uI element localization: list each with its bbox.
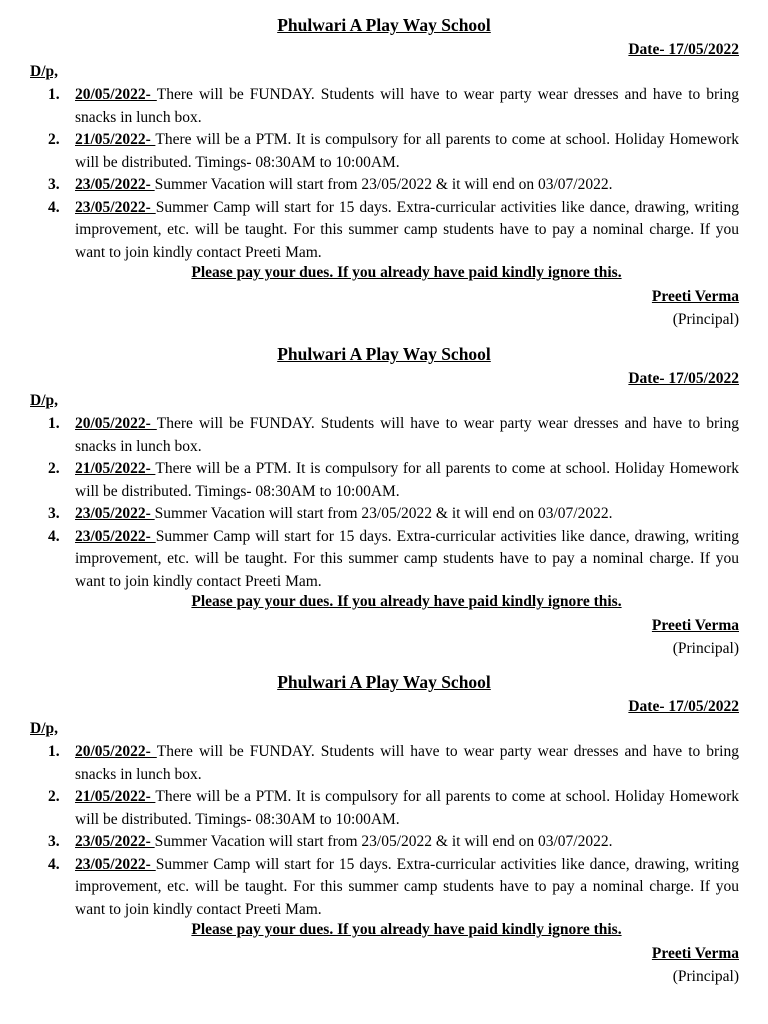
- item-date: 20/05/2022-: [75, 86, 157, 103]
- list-item: [0, 197, 739, 265]
- item-text: There will be FUNDAY. Students will have to wear party wear dresses and have to bring snacks in lunch box.: [75, 743, 739, 783]
- item-number: 3.: [48, 833, 60, 850]
- dues-note: Please pay your dues. If you already have paid kindly ignore this.: [191, 264, 622, 281]
- list-item: [0, 503, 739, 526]
- notice-items: [0, 413, 768, 593]
- salutation: D/p,: [30, 392, 58, 409]
- signatory-name: Preeti Verma: [651, 945, 739, 962]
- notice-date: Date- 17/05/2022: [628, 41, 739, 58]
- signatory-name: Preeti Verma: [651, 288, 739, 305]
- list-item: [0, 84, 739, 129]
- list-item: [0, 458, 739, 503]
- signatory-designation: (Principal): [672, 640, 739, 657]
- item-date: 23/05/2022-: [75, 176, 155, 193]
- item-number: 4.: [48, 855, 60, 873]
- item-text: Summer Vacation will start from 23/05/2022 & it will end on 03/07/2022.: [154, 176, 613, 193]
- dues-note: Please pay your dues. If you already have paid kindly ignore this.: [191, 593, 622, 610]
- list-item: [0, 854, 739, 922]
- item-number: 1.: [48, 743, 60, 760]
- item-date: 21/05/2022-: [75, 460, 156, 477]
- item-number: 2.: [48, 131, 60, 148]
- list-item: [0, 129, 739, 174]
- notice-date: Date- 17/05/2022: [628, 370, 739, 387]
- salutation: D/p,: [30, 720, 58, 737]
- item-text: Summer Vacation will start from 23/05/2022 & it will end on 03/07/2022.: [154, 833, 613, 850]
- item-text: Summer Camp will start for 15 days. Extra-curricular activities like dance, drawing, writing improvement, etc. will be taught. For this summer camp students have to pay a nominal charge. If you want to join kindly contact Preeti Mam.: [75, 198, 739, 261]
- notice-items: [0, 84, 768, 264]
- salutation: D/p,: [30, 63, 58, 80]
- notice-2: [0, 329, 768, 657]
- item-number: 2.: [48, 788, 60, 805]
- dues-note: Please pay your dues. If you already have paid kindly ignore this.: [191, 921, 622, 938]
- item-number: 3.: [48, 505, 60, 522]
- list-item: [0, 741, 739, 786]
- item-text: Summer Camp will start for 15 days. Extra-curricular activities like dance, drawing, writing improvement, etc. will be taught. For this summer camp students have to pay a nominal charge. If you want to join kindly contact Preeti Mam.: [75, 855, 739, 918]
- item-text: There will be a PTM. It is compulsory for all parents to come at school. Holiday Homework will be distributed. Timings- 08:30AM to 10:00AM.: [75, 788, 739, 828]
- item-text: Summer Vacation will start from 23/05/2022 & it will end on 03/07/2022.: [154, 505, 613, 522]
- list-item: [0, 786, 739, 831]
- signatory-name: Preeti Verma: [651, 617, 739, 634]
- item-number: 1.: [48, 86, 60, 103]
- item-date: 20/05/2022-: [75, 743, 157, 760]
- item-date: 23/05/2022-: [75, 505, 155, 522]
- item-number: 3.: [48, 176, 60, 193]
- list-item: [0, 413, 739, 458]
- notice-date: Date- 17/05/2022: [628, 698, 739, 715]
- item-date: 23/05/2022-: [75, 833, 155, 850]
- notice-items: [0, 741, 768, 921]
- item-text: There will be FUNDAY. Students will have to wear party wear dresses and have to bring snacks in lunch box.: [75, 86, 739, 126]
- school-name: Phulwari A Play Way School: [277, 344, 491, 364]
- school-name: Phulwari A Play Way School: [277, 15, 491, 35]
- item-number: 4.: [48, 198, 60, 216]
- item-date: 21/05/2022-: [75, 131, 156, 148]
- school-name: Phulwari A Play Way School: [277, 672, 491, 692]
- list-item: [0, 526, 739, 594]
- item-text: There will be a PTM. It is compulsory for all parents to come at school. Holiday Homework will be distributed. Timings- 08:30AM to 10:00AM.: [75, 131, 739, 171]
- signatory-designation: (Principal): [672, 311, 739, 328]
- notice-3: [0, 657, 768, 985]
- item-date: 23/05/2022-: [75, 855, 156, 873]
- item-text: Summer Camp will start for 15 days. Extra-curricular activities like dance, drawing, writing improvement, etc. will be taught. For this summer camp students have to pay a nominal charge. If you want to join kindly contact Preeti Mam.: [75, 527, 739, 590]
- item-number: 4.: [48, 527, 60, 545]
- list-item: [0, 831, 739, 854]
- item-date: 23/05/2022-: [75, 527, 156, 545]
- signatory-designation: (Principal): [672, 968, 739, 985]
- notice-1: [0, 0, 768, 328]
- item-date: 23/05/2022-: [75, 198, 156, 216]
- item-number: 2.: [48, 460, 60, 477]
- item-date: 20/05/2022-: [75, 415, 157, 432]
- item-text: There will be a PTM. It is compulsory for all parents to come at school. Holiday Homework will be distributed. Timings- 08:30AM to 10:00AM.: [75, 460, 739, 500]
- item-date: 21/05/2022-: [75, 788, 156, 805]
- list-item: [0, 174, 739, 197]
- item-text: There will be FUNDAY. Students will have to wear party wear dresses and have to bring snacks in lunch box.: [75, 415, 739, 455]
- item-number: 1.: [48, 415, 60, 432]
